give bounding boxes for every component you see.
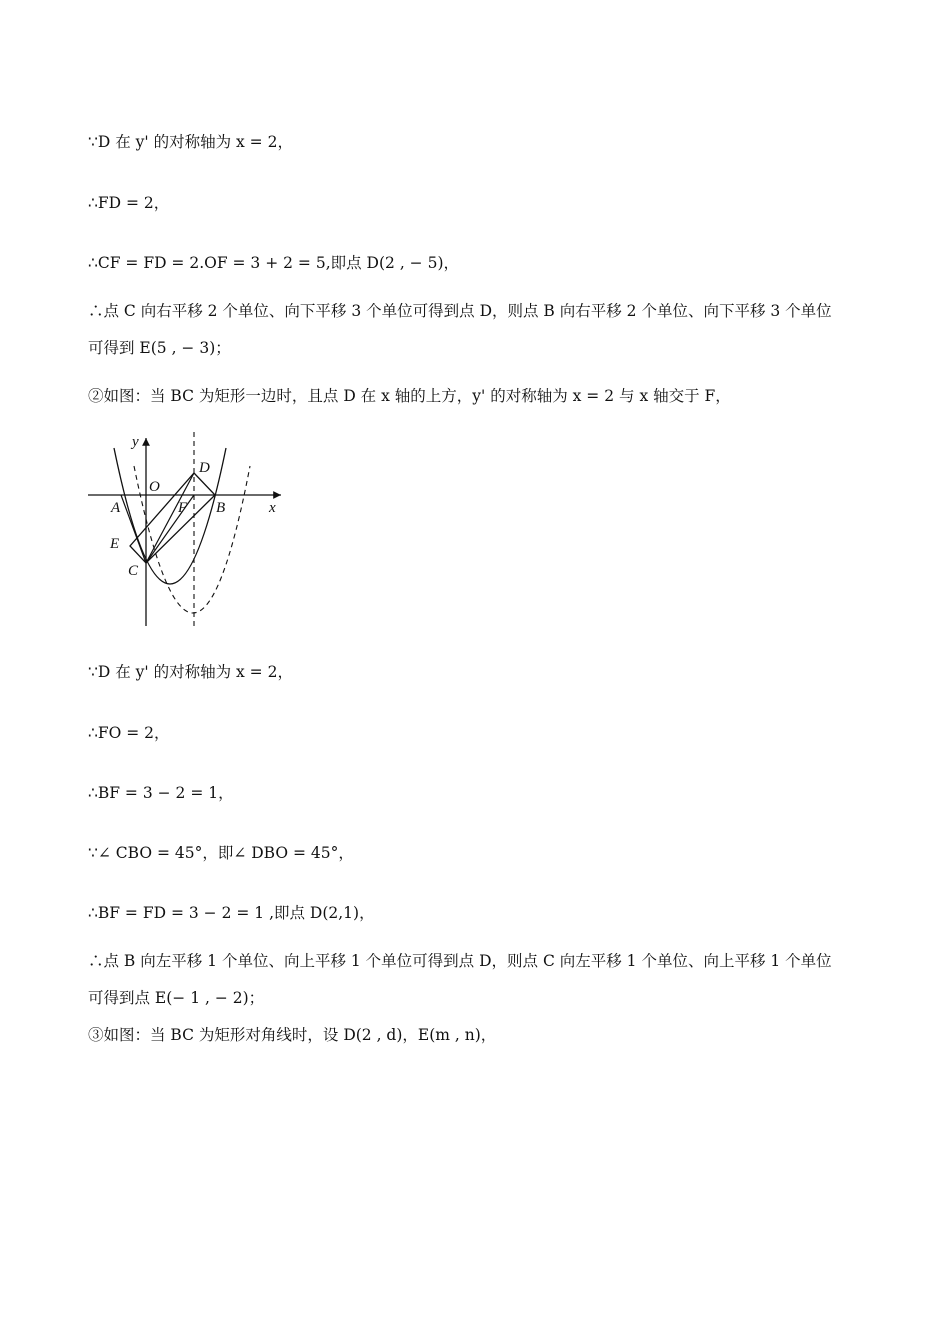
label-b: B	[216, 500, 226, 516]
line-6: ②如图：当 BC 为矩形一边时，且点 D 在 x 轴的上方，y' 的对称轴为 x = 2 与 x 轴交于 F，	[88, 387, 731, 405]
line-12: ∴点 B 向左平移 1 个单位、向上平移 1 个单位可得到点 D，则点 C 向左平移 1 个单位、向上平移 1 个单位	[88, 952, 832, 970]
line-8: ∴FO = 2，	[88, 724, 170, 742]
line-10: ∵∠ CBO = 45°，即∠ DBO = 45°，	[88, 844, 354, 862]
line-4: ∴点 C 向右平移 2 个单位、向下平移 3 个单位可得到点 D，则点 B 向右平移 2 个单位、向下平移 3 个单位	[88, 302, 832, 320]
label-d: D	[199, 460, 210, 476]
line-9: ∴BF = 3 − 2 = 1，	[88, 784, 234, 802]
line-11: ∴BF = FD = 3 − 2 = 1 ,即点 D(2,1)，	[88, 904, 375, 922]
label-a: A	[111, 500, 121, 516]
line-7: ∵D 在 y' 的对称轴为 x = 2，	[88, 663, 293, 681]
rectangle-bced	[130, 473, 215, 563]
line-3: ∴CF = FD = 2.OF = 3 + 2 = 5,即点 D(2 , − 5)，	[88, 254, 459, 272]
line-2: ∴FD = 2，	[88, 194, 170, 212]
line-5: 可得到 E(5 , − 3)；	[88, 339, 231, 357]
label-e: E	[110, 536, 120, 552]
line-13: 可得到点 E(− 1 , − 2)；	[88, 989, 265, 1007]
label-c: C	[128, 563, 139, 579]
parabola-figure	[86, 430, 286, 630]
label-f: F	[178, 500, 188, 516]
label-y: y	[132, 434, 139, 450]
line-1: ∵D 在 y' 的对称轴为 x = 2，	[88, 133, 293, 151]
line-14: ③如图：当 BC 为矩形对角线时，设 D(2 , d)，E(m , n)，	[88, 1026, 497, 1044]
label-x: x	[269, 500, 276, 516]
label-o: O	[149, 479, 160, 495]
